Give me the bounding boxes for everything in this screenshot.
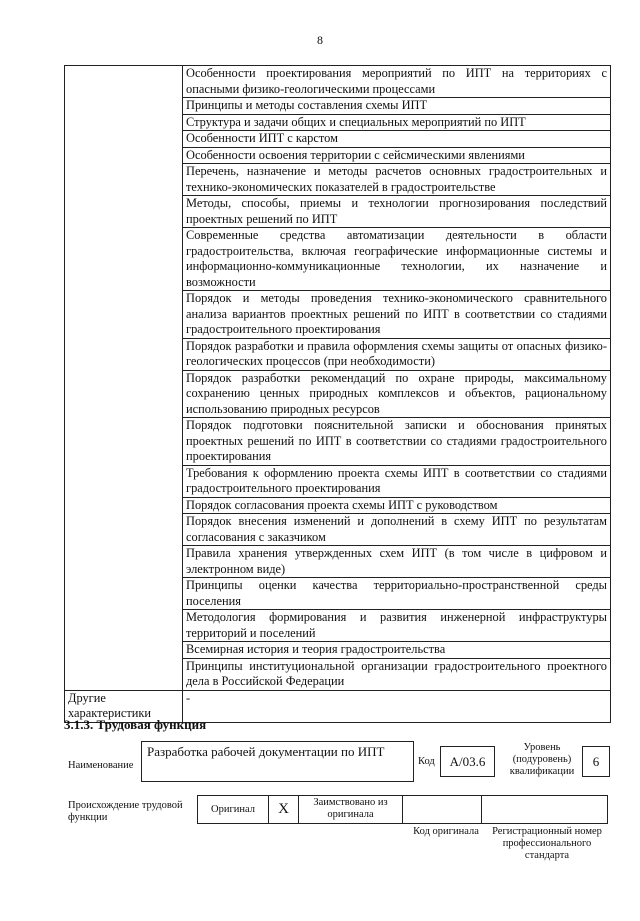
knowledge-item: Структура и задачи общих и специальных мероприятий по ИПТ: [183, 115, 610, 132]
function-code-box: А/03.6: [440, 746, 495, 777]
knowledge-item: Принципы оценки качества территориально-пространственной среды поселения: [183, 578, 610, 610]
knowledge-item: Порядок и методы проведения технико-экономического сравнительного анализа вариантов проектных решений по ИПТ в соответствии со стадиями градостроительного проектирования: [183, 291, 610, 339]
other-characteristics-label: Другие характеристики: [65, 690, 183, 722]
original-mark: X: [269, 796, 299, 823]
knowledge-item: Особенности освоения территории с сейсмическими явлениями: [183, 148, 610, 165]
section-title: 3.1.3. Трудовая функция: [64, 717, 207, 732]
knowledge-item: Порядок разработки и правила оформления схемы защиты от опасных физико-геологических процессов (при необходимости): [183, 339, 610, 371]
knowledge-row: [65, 66, 611, 691]
knowledge-item: Требования к оформлению проекта схемы ИПТ в соответствии со стадиями градостроительного проектирования: [183, 466, 610, 498]
knowledge-item: Особенности проектирования мероприятий по ИПТ на территориях с опасными физико-геологическими процессами: [183, 66, 610, 98]
origin-row: [197, 795, 608, 824]
original-code-cell: [403, 796, 482, 823]
knowledge-item: Современные средства автоматизации деятельности в области градостроительства, включая географические информационные системы и информационно-коммуникационные технологии, их назначение и возможности: [183, 228, 610, 291]
knowledge-items-cell: [183, 66, 611, 691]
knowledge-item: Правила хранения утвержденных схем ИПТ (в том числе в цифровом и электронном виде): [183, 546, 610, 578]
knowledge-item: Порядок внесения изменений и дополнений в схему ИПТ по результатам согласования с заказчиком: [183, 514, 610, 546]
knowledge-item: Перечень, назначение и методы расчетов основных градостроительных и технико-экономических показателей в градостроительстве: [183, 164, 610, 196]
qualification-level-box: 6: [582, 746, 610, 777]
registration-number-cell: [482, 796, 607, 823]
original-code-caption: Код оригинала: [413, 826, 479, 837]
knowledge-item: Порядок разработки рекомендаций по охране природы, максимальному сохранению ценных природных комплексов и объектов, рациональному использованию природных ресурсов: [183, 371, 610, 419]
code-label: Код: [418, 756, 435, 767]
function-name-box: Разработка рабочей документации по ИПТ: [141, 741, 414, 782]
knowledge-item: Принципы и методы составления схемы ИПТ: [183, 98, 610, 115]
level-label: Уровень (подуровень) квалификации: [509, 742, 575, 777]
borrowed-label: Заимствовано из оригинала: [299, 796, 403, 823]
registration-number-caption: Регистрационный номер профессионального стандарта: [492, 826, 602, 861]
name-label: Наименование: [68, 760, 134, 771]
knowledge-item: Всемирная история и теория градостроительства: [183, 642, 610, 659]
knowledge-item: Методология формирования и развития инженерной инфраструктуры территорий и поселений: [183, 610, 610, 642]
origin-label: Происхождение трудовой функции: [68, 800, 183, 823]
original-label: Оригинал: [198, 796, 269, 823]
knowledge-item: Особенности ИПТ с карстом: [183, 131, 610, 148]
knowledge-item: Порядок подготовки пояснительной записки и обоснования принятых проектных решений по ИПТ в соответствии со стадиями градостроительного проектирования: [183, 418, 610, 466]
knowledge-item: Принципы институциональной организации градостроительного проектного дела в Российской Федерации: [186, 658, 607, 688]
knowledge-label-cell: [65, 66, 183, 691]
other-characteristics-value: -: [183, 690, 611, 722]
page-number: 8: [317, 33, 323, 47]
knowledge-item: Методы, способы, приемы и технологии прогнозирования последствий проектных решений по ИПТ: [183, 196, 610, 228]
knowledge-table: [64, 65, 611, 723]
knowledge-item: Порядок согласования проекта схемы ИПТ с руководством: [183, 498, 610, 515]
